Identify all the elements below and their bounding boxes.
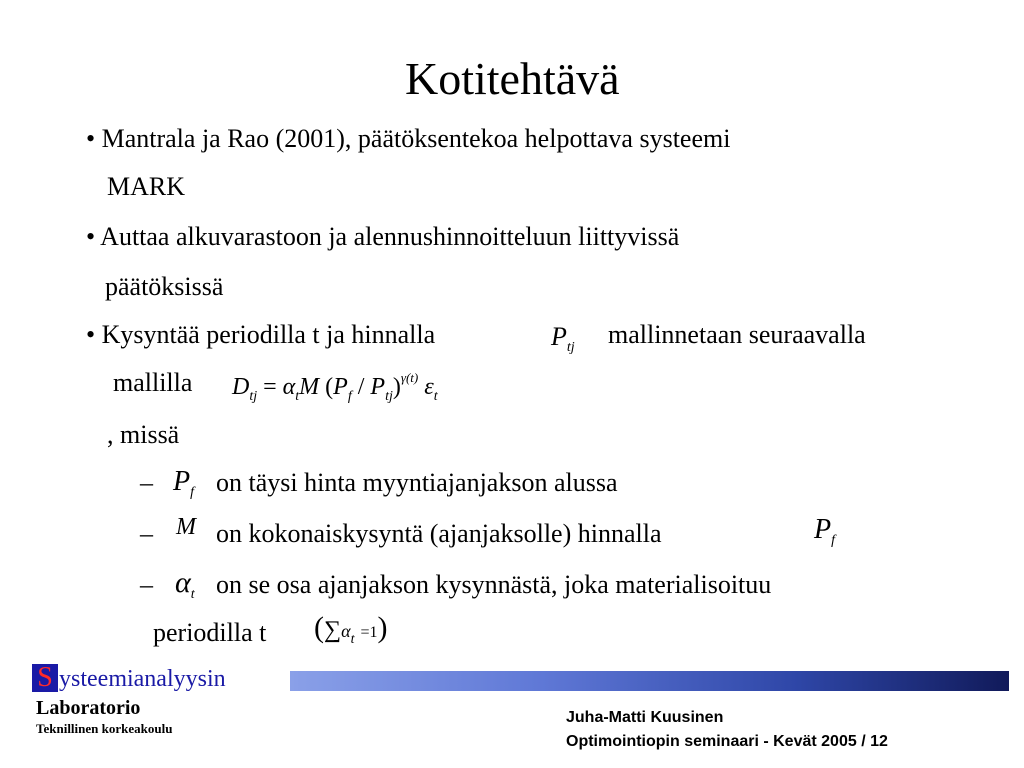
- bullet-3-line-1-suffix: mallinnetaan seuraavalla: [608, 320, 866, 349]
- bullet-2-line-1: • Auttaa alkuvarastoon ja alennushinnoitteluun liittyvissä: [86, 222, 680, 251]
- bullet-1-line-2: MARK: [107, 172, 186, 201]
- sub-bullet-3-text: on se osa ajanjakson kysynnästä, joka materialisoituu: [216, 570, 772, 599]
- symbol-alpha-t: $\alpha_t$: [175, 566, 195, 602]
- footer-seminar: Optimointiopin seminaari - Kevät 2005 / 12: [566, 733, 888, 750]
- bullet-3-line-2: mallilla: [113, 368, 193, 397]
- sub-bullet-3-line-2: periodilla t: [153, 618, 267, 647]
- logo-s-block: S: [32, 664, 58, 692]
- sub-bullet-2-dash: –: [140, 519, 153, 548]
- footer-gradient-bar: [290, 671, 1009, 691]
- logo-wordmark: ysteemianalyysin: [59, 666, 226, 692]
- bullet-1-line-1: • Mantrala ja Rao (2001), päätöksentekoa helpottava systeemi: [86, 124, 731, 153]
- sub-bullet-1-dash: –: [140, 468, 153, 497]
- demand-model-formula: $D_{tj} = \alpha_tM$ $(P_f / P_{tj})^{\gamma(t)}$ $\varepsilon_t$: [232, 370, 438, 404]
- bullet-2-line-2: päätöksissä: [105, 272, 224, 301]
- footer-author: Juha-Matti Kuusinen: [566, 709, 724, 726]
- bullet-3-line-1-prefix: • Kysyntää periodilla t ja hinnalla: [86, 320, 436, 349]
- university-name: Teknillinen korkeakoulu: [36, 721, 173, 736]
- symbol-p-f: $P_f$: [173, 466, 194, 500]
- lab-name: Laboratorio: [36, 697, 141, 719]
- sub-bullet-3-dash: –: [140, 570, 153, 599]
- formula-p-tj: $P_{tj}$: [551, 322, 575, 355]
- sum-formula: $(\sum\alpha_t =1)$: [314, 611, 388, 647]
- bullet-3-line-3: , missä: [107, 420, 180, 449]
- sub-bullet-1-text: on täysi hinta myyntiajanjakson alussa: [216, 468, 618, 497]
- sub-bullet-2-text: on kokonaiskysyntä (ajanjaksolle) hinnalla: [216, 519, 662, 548]
- symbol-p-f-2: $P_f$: [814, 514, 835, 548]
- symbol-m: M: [176, 514, 196, 540]
- slide-title: Kotitehtävä: [405, 53, 620, 104]
